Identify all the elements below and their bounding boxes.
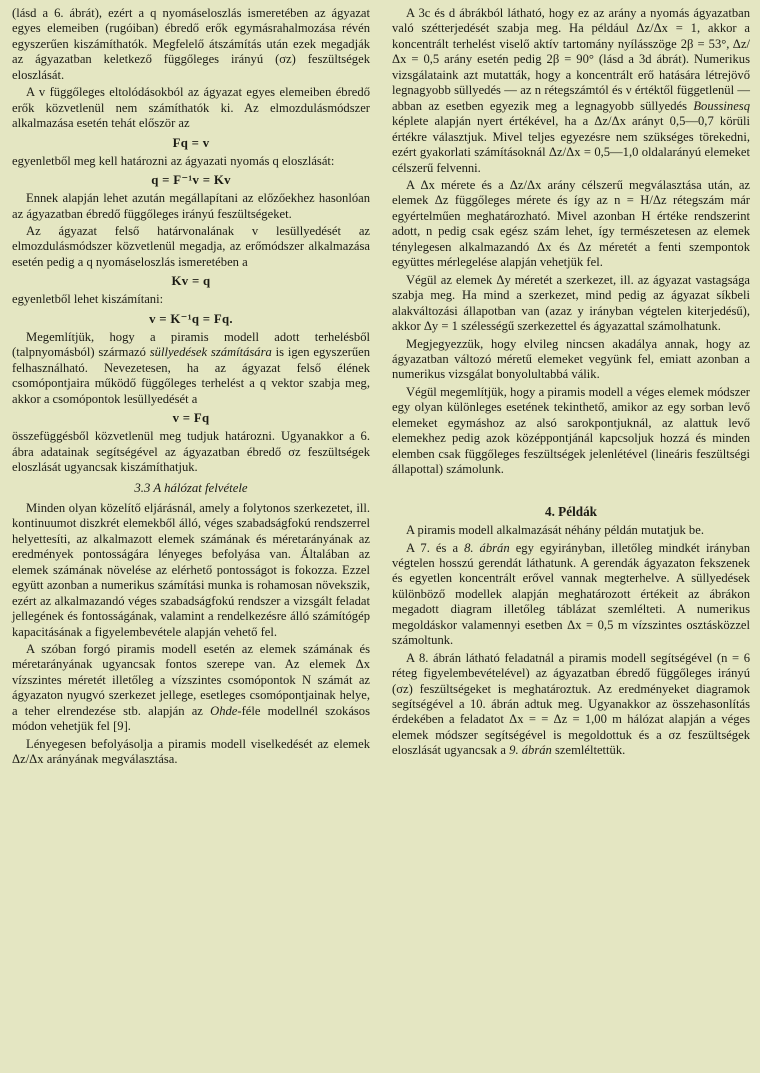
paragraph: egyenletből lehet kiszámítani:	[12, 292, 164, 307]
paragraph: egyenletből meg kell határozni az ágyazati nyomás q eloszlását:	[12, 153, 335, 168]
text-run: egy egyirányban, illetőleg mindkét irányban végtelen hosszú gerendát láthatunk. A gerendák ágyazaton fekszenek és egyetlen koncentrált erővel vannak megterhelve. A süllyedések különböző modellek alapján meghatározott értékeit az ábrákon megadott diagram illetőleg táblázat szemlélteti. A numerikus megoldáskor valamennyi esetben Δx = 0,5 m vízszintes osztásközzel számoltunk.	[392, 540, 751, 648]
equation: v = K⁻¹q = Fq.	[149, 311, 233, 326]
paragraph: Végül az elemek Δy méretét a szerkezet, ill. az ágyazat vastagsága szabja meg. Ha mind a szerkezet, mind pedig az ágyazat síkbeli alakváltozási állapotban van (azaz y irányban végtelen kiterjedésű), akkor Δy = 1 szélességű szerkezettel és ágyazattal számolhatunk.	[392, 272, 750, 334]
paragraph	[392, 6, 750, 176]
text-run: Megemlítjük, hogy a piramis modell adott terhelésből (talpnyomásból) származó	[12, 329, 370, 360]
paragraph: A piramis modell alkalmazását néhány példán mutatjuk be.	[406, 523, 704, 538]
left-column	[12, 6, 370, 1073]
paragraph: Minden olyan közelítő eljárásnál, amely a folytonos szerkezetet, ill. kontinuumot diszkrét elemekből álló, véges szabadságfokú rendszerrel helyettesíti, az alkalmazott elemek számának és méretarányának az eredmények pontosságára lényeges befolyása van. Általában az elemek számának növelése az elérhető pontosságot is fokozza. Ezzel együtt azonban a numerikus számítási munka is rohamosan növekszik, ezért az alkalmazandó véges szabadságfokú rendszer a vizsgált feladat jellegének és fontosságának, valamint a rendelkezésre álló számítógép kapacitásának a figyelembevétele alapján vehető fel.	[12, 500, 370, 639]
italic-emphasis: süllyedések számítására	[149, 345, 272, 360]
paragraph	[392, 541, 750, 649]
text-run: A 8. ábrán látható feladatnál a piramis modell segítségével (n = 6 réteg figyelembevételével) az ágyazatban ébredő függőleges irányú (σz) feszültségeket is meghatároztuk. Az eredményeket diagramok segítségével a 10. ábrán adtuk meg. Ugyanakkor az összehasonlítás érdekében a feladatot Δx = = Δz = 1,00 m hálózat alapján a véges elemek módszer segítségével is megoldottuk és a σz feszültségek eloszlását ugyancsak a	[392, 650, 750, 758]
paragraph	[12, 642, 370, 735]
paragraph: összefüggésből közvetlenül meg tudjuk határozni. Ugyanakkor a 6. ábra adatainak segítségével az ágyazatban ébredő σz feszültségek eloszlását ugyancsak kiszámíthatjuk.	[12, 429, 370, 474]
right-column	[392, 6, 750, 1073]
text-run: szemléltettük.	[551, 743, 626, 758]
subsection-heading: 3.3 A hálózat felvétele	[134, 481, 248, 496]
italic-emphasis: 9. ábrán	[509, 743, 552, 758]
paragraph: Megjegyezzük, hogy elvileg nincsen akadálya annak, hogy az ágyazatban változó méretű elemeket vegyünk fel, emiatt azonban a numerikus vizsgálat bonyolultabbá válik.	[392, 336, 750, 382]
equation: Fq = v	[172, 135, 210, 150]
text-run: A 7. és a	[406, 540, 465, 555]
paragraph	[392, 651, 750, 759]
paragraph: Lényegesen befolyásolja a piramis modell viselkedését az elemek Δz/Δx arányának megválasztása.	[12, 736, 370, 767]
paragraph	[12, 330, 370, 407]
paragraph: A Δx mérete és a Δz/Δx arány célszerű megválasztása után, az elemek Δz függőleges mérete és így az n = H/Δz rétegszám már egyértelműen meghatározható. Mivel azonban H értéke rendszerint adott, n pedig csak egész szám lehet, így természetesen az elemek ténylegesen alkalmazandó Δx és Δz méretét a fenti szempontok együttes mérlegelése alapján vehetjük fel.	[392, 177, 750, 270]
paragraph: Az ágyazat felső határvonalának v lesüllyedését az elmozdulásmódszer közvetlenül megadja, az erőmódszer alkalmazása esetén pedig a q nyomáseloszlás ismeretében a	[12, 223, 370, 269]
italic-emphasis: Ohde	[210, 703, 238, 718]
paragraph: Végül megemlítjük, hogy a piramis modell a véges elemek módszer egy olyan különleges esetének tekinthető, amikor az egy sorban levő elemeket egymáshoz az alsó sarokpontjuknál, az alattuk levő elemekhez pedig azok középpontjánál kapcsoljuk hozzá és minden elemben csak függőleges feszültségek jelenlétével (lineáris feszültségi állapottal) számolunk.	[392, 384, 750, 477]
equation: v = Fq	[172, 411, 210, 426]
text-run: A 3c és d ábrákból látható, hogy ez az arány a nyomás ágyazatban való szétterjedését szabja meg. Ha például Δz/Δx = 1, akkor a koncentrált terhelést viselő aktív tartomány nyílásszöge 2β = 53°, Δz/Δx = 0,5 arány esetén pedig 2β = 90° (lásd a 3d ábrát). Numerikus vizsgálataink azt mutatták, hogy a koncentrált erő hatására létrejövő legnagyobb süllyedés — az n rétegszámtól és ν értéktől függetlenül — abban az esetben egyezik meg a legnagyobb süllyedés	[392, 6, 750, 113]
text-run: is igen egyszerűen felhasználható. Nevezetesen, ha az ágyazat felső élének csomópontjaira működő függőleges terhelést a q vektor szabja meg, akkor a csomópontok lesüllyedését a	[12, 345, 371, 406]
paragraph: Ennek alapján lehet azután megállapítani az előzőekhez hasonlóan az ágyazatban ébredő függőleges irányú feszültségeket.	[12, 191, 370, 221]
text-run: képlete alapján nyert értékével, ha a Δz/Δx arányt 0,5—0,7 körüli értékre választjuk. Mivel teljes egyezésre nem szükséges törekedni, ezért gyakorlati számításoknál Δz/Δx = 0,5—1,0 oldalarányú elemeket célszerű felvenni.	[392, 114, 750, 175]
paragraph: A v függőleges eltolódásokból az ágyazat egyes elemeiben ébredő erők közvetlenül nem számíthatók ki. Az elmozdulásmódszer alkalmazása esetén tehát először az	[12, 85, 370, 131]
equation: q = F⁻¹v = Kv	[151, 173, 231, 188]
text-run: A szóban forgó piramis modell esetén az elemek számának és méretarányának ugyancsak fontos szerepe van. Az elemek Δx vízszintes méretét illetőleg a vízszintes csomópontok N számát az ágyazaton nyugvó szerkezet jellege, esetleges csomópontjainak helye, a teher elrendezése stb. alapján az	[12, 641, 370, 718]
equation: Kv = q	[171, 274, 211, 289]
italic-emphasis: Boussinesq	[693, 98, 750, 113]
paragraph: (lásd a 6. ábrát), ezért a q nyomáseloszlás ismeretében az ágyazat egyes elemeiben (rugóiban) ébredő erők egymásrahalmozása révén egyszerűen kiszámíthatók. Megfelelő átszámítás után ezek megadják az ágyazatban keletkező függőleges irányú (σz) feszültségek eloszlását.	[12, 6, 370, 82]
text-run: -féle modellnél szokásos módon vehetjük fel [9].	[12, 703, 371, 734]
section-heading: 4. Példák	[544, 503, 598, 519]
italic-emphasis: 8. ábrán	[464, 540, 510, 555]
